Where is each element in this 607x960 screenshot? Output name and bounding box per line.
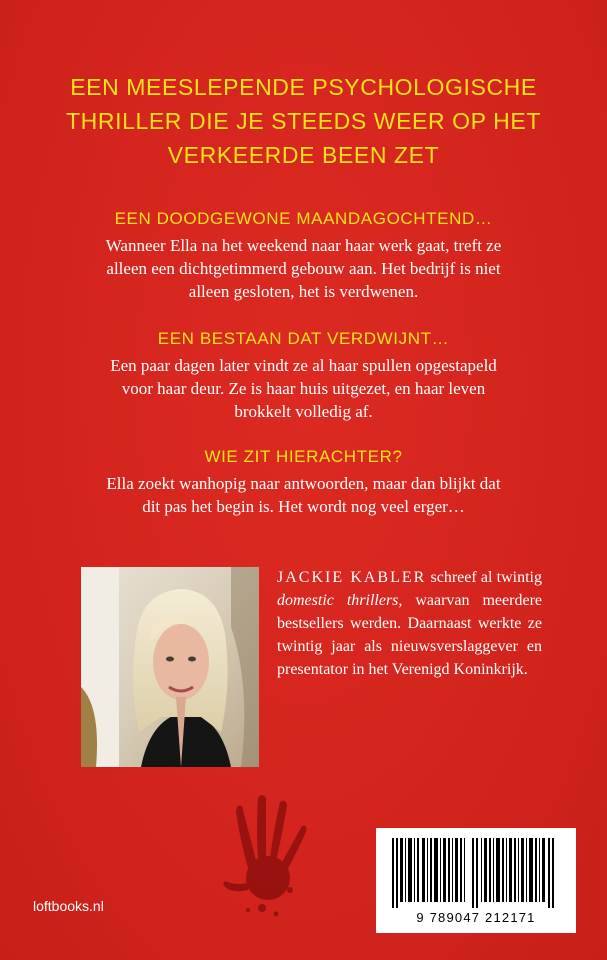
bio-italic: domestic thrillers,: [277, 592, 403, 609]
cover-headline: [30, 70, 577, 172]
publisher-website: loftbooks.nl: [33, 898, 104, 914]
section-text: [60, 354, 547, 423]
author-bio: [277, 566, 542, 681]
section-heading: EEN DOODGEWONE MAANDAGOCHTEND…: [114, 209, 493, 228]
headline-line-2: THRILLER DIE JE STEEDS WEER OP HET: [66, 108, 541, 134]
text-line: Ella zoekt wanhopig naar antwoorden, maar dan blijkt dat: [106, 474, 501, 493]
author-name: JACKIE KABLER: [277, 569, 427, 586]
text-line: dit pas het begin is. Het wordt nog veel erger…: [142, 497, 465, 516]
blurb-section-2: [60, 327, 547, 423]
barcode: [376, 828, 576, 933]
text-line: Wanneer Ella na het weekend naar haar werk gaat, treft ze: [105, 236, 502, 255]
section-text: [60, 472, 547, 518]
headline-line-3: VERKEERDE BEEN ZET: [167, 142, 440, 168]
bio-text-1: schreef al twintig: [426, 569, 542, 586]
bio-text-2: waarvan meerdere bestsellers werden. Daarnaast werkte ze twintig jaar als nieuwsverslaggever en presentator in het Verenigd Koninkrijk.: [277, 592, 542, 678]
bloody-handprint-icon: [218, 790, 313, 920]
section-heading: EEN BESTAAN DAT VERDWIJNT…: [157, 329, 450, 348]
section-text: [60, 234, 547, 303]
headline-line-1: EEN MEESLEPENDE PSYCHOLOGISCHE: [70, 74, 537, 100]
blurb-section-1: [60, 207, 547, 303]
author-photo: [81, 567, 259, 767]
blurb-section-3: [60, 445, 547, 518]
author-portrait-icon: [81, 567, 259, 767]
text-line: brokkelt volledig af.: [234, 402, 373, 421]
text-line: alleen een dichtgetimmerd gebouw aan. Het bedrijf is niet: [106, 259, 501, 278]
barcode-icon: [392, 838, 560, 908]
section-heading: WIE ZIT HIERACHTER?: [204, 447, 403, 466]
text-line: Een paar dagen later vindt ze al haar spullen opgestapeld: [110, 356, 497, 375]
isbn-number: 9 789047 212171: [416, 910, 536, 925]
text-line: alleen gesloten, het is verdwenen.: [188, 282, 419, 301]
text-line: voor haar deur. Ze is haar huis uitgezet, en haar leven: [121, 379, 486, 398]
